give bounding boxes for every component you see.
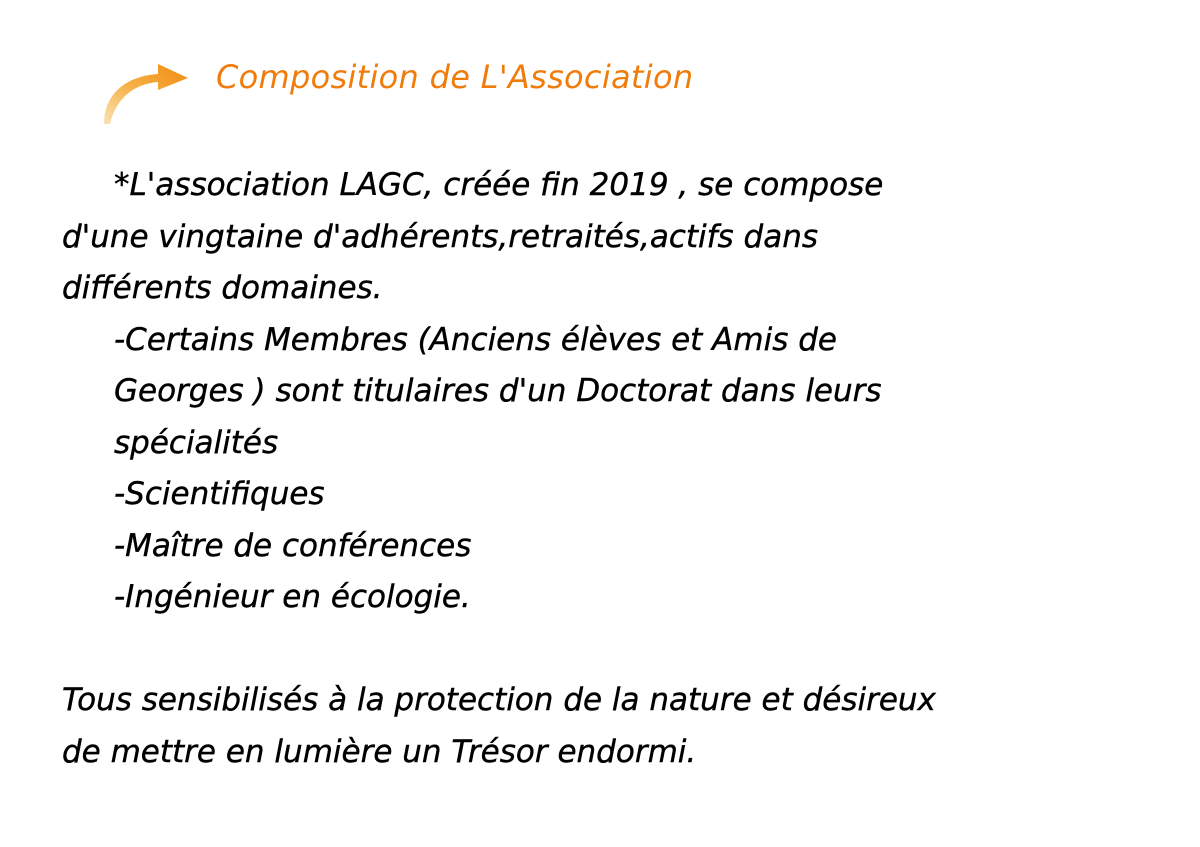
body-text <box>62 160 1162 778</box>
members-line: -Certains Membres (Anciens élèves et Amis de <box>114 321 837 358</box>
page-title: Composition de L'Association <box>216 58 694 96</box>
intro-line: *L'association LAGC, créée fin 2019 , se compose <box>114 167 884 203</box>
intro-line: différents domaines. <box>62 270 383 306</box>
members-line: spécialités <box>114 424 279 461</box>
role-item: -Scientifiques <box>114 476 325 512</box>
paragraph-spacer <box>62 624 1162 676</box>
role-item: -Ingénieur en écologie. <box>114 579 471 615</box>
intro-line: d'une vingtaine d'adhérents,retraités,actifs dans <box>62 218 819 255</box>
closing-line: de mettre en lumière un Trésor endormi. <box>62 733 697 770</box>
curved-arrow-icon <box>96 50 196 130</box>
members-line: Georges ) sont titulaires d'un Doctorat dans leurs <box>114 373 882 409</box>
closing-line: Tous sensibilisés à la protection de la nature et désireux <box>62 682 936 718</box>
role-item: -Maître de conférences <box>114 527 472 564</box>
